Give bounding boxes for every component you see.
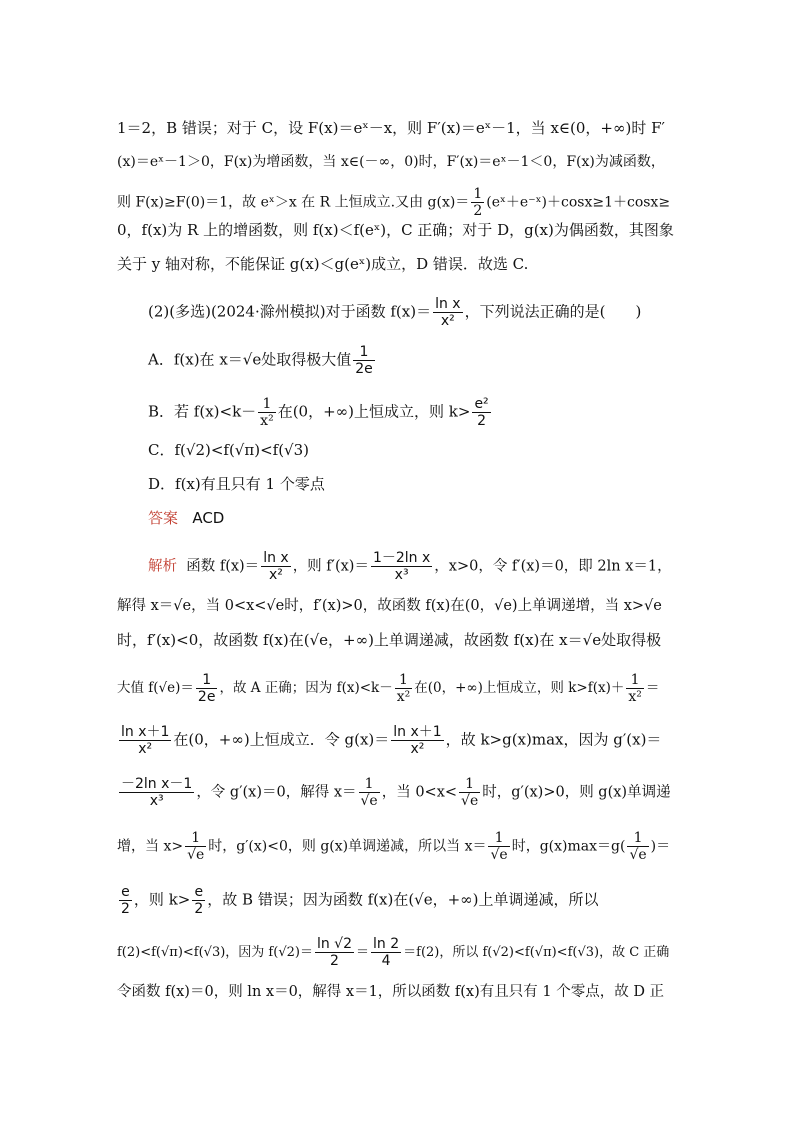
fraction: $\frac{1}{√e}$: [360, 776, 378, 809]
text: ＝f(2)，所以 f(√2)<f(√π)<f(√3)，故 C 正确: [403, 945, 670, 960]
option-b: [148, 396, 676, 429]
text: 关于 y 轴对称，不能保证 g(x)＜g(eˣ)成立，D 错误．故选 C.: [117, 255, 529, 273]
option-c: [148, 440, 676, 460]
text: f(2)<f(√π)<f(√3)，因为 f(√2)＝: [117, 945, 313, 960]
solution-line-5: [117, 724, 676, 757]
solution-line-3: [117, 630, 676, 650]
solution-line-2: [117, 596, 676, 616]
text: ，则 f′(x)＝: [292, 558, 369, 575]
text: ，故 k>g(x)max，因为 g′(x)＝: [445, 730, 662, 749]
fraction: $\frac{1}{2e}$: [197, 672, 216, 705]
text: ，当 0<x<: [381, 784, 458, 801]
text: 令函数 f(x)＝0，则 ln x＝0，解得 x＝1，所以函数 f(x)有且只有 1 个零点，故 D 正: [117, 984, 665, 1000]
answer-value: ACD: [192, 509, 225, 527]
solution-line-1: [148, 550, 676, 583]
fraction: $\frac{1}{√e}$: [490, 830, 508, 863]
fraction: $\frac{\text{ln x}}{\text{x²}}$: [435, 296, 461, 329]
solution-line-10: [117, 982, 676, 1002]
text: 0，f(x)为 R 上的增函数，则 f(x)＜f(eˣ)，C 正确；对于 D，g(x)为偶函数，其图象: [117, 221, 674, 239]
text: D．f(x)有且只有 1 个零点: [148, 475, 325, 493]
fraction: $\frac{\text{e²}}{2}$: [474, 396, 489, 429]
text: ，下列说法正确的是( ): [464, 302, 642, 321]
text: 时，g′(x)<0，则 g(x)单调递减，所以当 x＝: [208, 838, 487, 855]
text: 时，f′(x)<0，故函数 f(x)在(√e，+∞)上单调递减，故函数 f(x)在 x＝√e处取得极: [117, 631, 662, 649]
text-line-5: [117, 254, 676, 274]
fraction: $\frac{\ln 2}{4}$: [373, 936, 400, 969]
text: A．f(x)在 x＝√e处取得极大值: [148, 350, 352, 369]
text: (2)(多选)(2024·滁州模拟)对于函数 f(x)＝: [148, 302, 432, 321]
text: 时，g′(x)>0，则 g(x)单调递: [482, 784, 671, 801]
fraction: $\frac{\text{ln x＋1}}{\text{x²}}$: [121, 724, 170, 757]
text: ，令 g′(x)＝0，解得 x＝: [196, 784, 357, 801]
text: ＝: [645, 680, 660, 696]
solution-line-8: [117, 884, 676, 917]
text: ，则 k>: [133, 890, 191, 909]
text: ，x>0，令 f′(x)＝0，即 2ln x＝1，: [434, 558, 672, 575]
fraction: $\frac{1}{√e}$: [629, 830, 647, 863]
text: (eˣ＋e⁻ˣ)＋cosx≥1＋cosx≥: [486, 194, 671, 211]
fraction: $\frac{1}{\text{x²}}$: [628, 672, 642, 705]
text: 函数 f(x)＝: [186, 558, 260, 575]
answer-label: 答案: [148, 509, 179, 527]
text: 1＝2，B 错误；对于 C，设 F(x)＝eˣ－x，则 F′(x)＝eˣ－1，当 x∈(0，+∞)时 F′: [117, 119, 665, 137]
option-d: [148, 474, 676, 494]
text: ＝: [356, 945, 370, 960]
fraction: $\frac{e}{2}$: [194, 884, 204, 917]
fraction: $\frac{\ln √2}{2}$: [316, 936, 352, 969]
text: ，故 A 正确；因为 f(x)<k－: [219, 680, 393, 696]
answer-line: [148, 508, 676, 528]
solution-label: 解析: [148, 558, 177, 575]
text-line-2: [117, 152, 676, 172]
solution-line-4: [117, 672, 676, 705]
text: ，故 B 错误；因为函数 f(x)在(√e，+∞)上单调递减，所以: [207, 890, 599, 909]
text-line-1: [117, 118, 676, 138]
text: 时，g(x)max＝g(: [511, 838, 626, 855]
text-line-3: [117, 186, 676, 219]
fraction: $\frac{\text{ln x＋1}}{\text{x²}}$: [393, 724, 442, 757]
text: 解得 x＝√e，当 0<x<√e时，f′(x)>0，故函数 f(x)在(0，√e)上单调递增，当 x>√e: [117, 598, 662, 614]
text-line-4: [117, 220, 676, 240]
text: 大值 f(√e)＝: [117, 680, 194, 696]
fraction: $\frac{1}{2e}$: [355, 344, 373, 377]
option-a: [148, 344, 676, 377]
fraction: $\frac{1}{\text{x²}}$: [260, 396, 274, 429]
fraction: $\frac{1}{√e}$: [187, 830, 205, 863]
solution-line-9: [117, 936, 676, 969]
text: )＝: [650, 838, 671, 855]
text: 在(0，+∞)上恒成立，则 k>: [277, 402, 471, 421]
fraction: $\frac{1}{\text{x²}}$: [396, 672, 411, 705]
text: 增，当 x>: [117, 838, 184, 855]
text: 则 F(x)≥F(0)＝1，故 eˣ＞x 在 R 上恒成立.又由 g(x)＝: [117, 194, 470, 211]
question-stem: [148, 296, 676, 329]
solution-line-6: [117, 776, 676, 809]
text: (x)＝eˣ－1＞0，F(x)为增函数，当 x∈(－∞，0)时，F′(x)＝eˣ－1＜0，F(x)为减函数，: [117, 154, 665, 170]
text: 在(0，+∞)上恒成立．令 g(x)＝: [173, 730, 390, 749]
fraction: $\frac{1}{2}$: [473, 186, 483, 219]
fraction: $\frac{\text{ln x}}{\text{x²}}$: [263, 550, 289, 583]
fraction: $\frac{1}{√e}$: [461, 776, 479, 809]
text: 在(0，+∞)上恒成立，则 k>f(x)＋: [414, 680, 625, 696]
fraction: $\frac{\text{1－2ln x}}{\text{x³}}$: [372, 550, 431, 583]
fraction: $\frac{e}{2}$: [121, 884, 130, 917]
text: B．若 f(x)<k－: [148, 402, 257, 421]
fraction: $\frac{\text{－2ln x－1}}{\text{x³}}$: [121, 776, 193, 809]
solution-line-7: [117, 830, 676, 863]
text: C．f(√2)<f(√π)<f(√3): [148, 441, 310, 459]
